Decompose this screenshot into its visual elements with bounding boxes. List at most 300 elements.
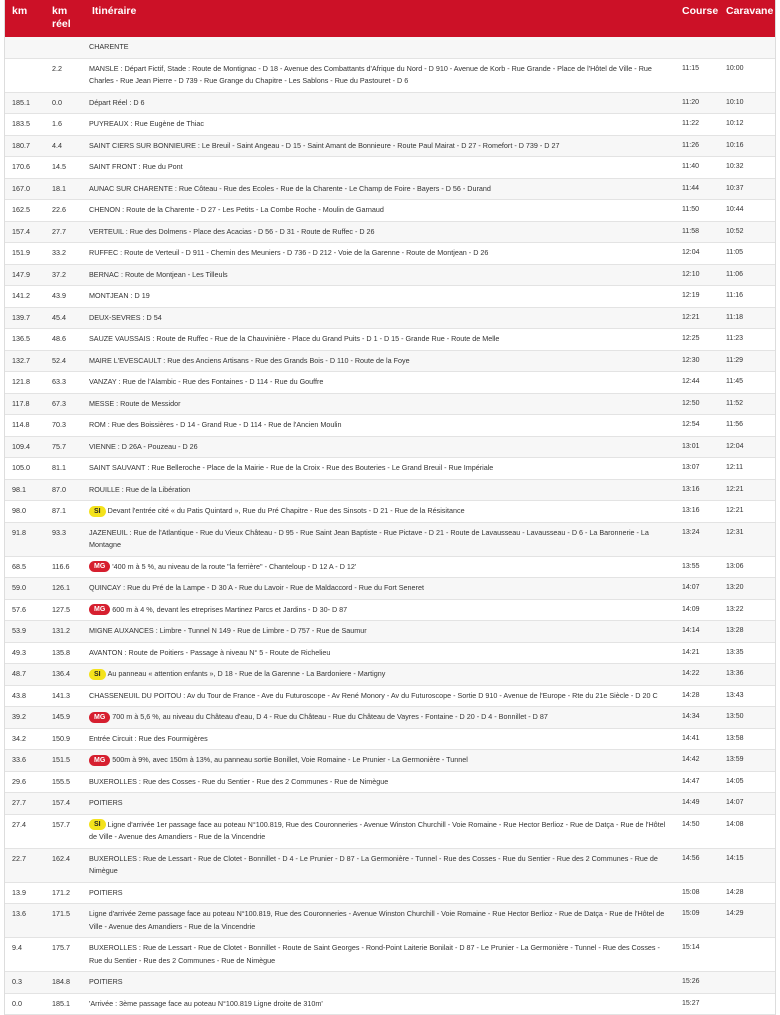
cell-km: 27.7 xyxy=(5,793,45,815)
cell-caravane-time: 14:05 xyxy=(719,771,775,793)
cell-caravane-time: 11:05 xyxy=(719,243,775,265)
route-details: Rue du Pré de la Lampe - D 30 A - Rue du Lavoir - Rue de Maldaccord - Rue du Fort Seneret xyxy=(127,583,424,592)
cell-km-reel: 48.6 xyxy=(45,329,85,351)
cell-course-time: 14:47 xyxy=(675,771,719,793)
separator: : xyxy=(118,63,125,73)
cell-caravane-time: 13:50 xyxy=(719,707,775,729)
separator: : xyxy=(116,377,123,386)
table-row xyxy=(5,458,775,480)
route-details: Rue des Fourmigères xyxy=(138,733,208,743)
route-details: D 54 xyxy=(146,312,162,322)
cell-km-reel: 0.0 xyxy=(45,92,85,114)
cell-km xyxy=(5,37,45,58)
cell-km-reel: 145.9 xyxy=(45,707,85,729)
separator: : xyxy=(119,484,126,494)
cell-km-reel: 157.7 xyxy=(45,814,85,848)
cell-course-time: 15:27 xyxy=(675,993,719,1015)
cell-km-reel: 2.2 xyxy=(45,58,85,92)
cell-caravane-time: 11:56 xyxy=(719,415,775,437)
cell-course-time: 14:56 xyxy=(675,848,719,882)
route-details: 500m à 9%, avec 150m à 13%, au panneau sortie Bonillet, Voie Romaine - Le Prunier - La Germonière - Tunnel xyxy=(112,755,468,764)
cell-itineraire xyxy=(85,157,675,179)
cell-course-time: 11:50 xyxy=(675,200,719,222)
cell-km: 170.6 xyxy=(5,157,45,179)
cell-caravane-time: 11:29 xyxy=(719,350,775,372)
cell-caravane-time: 12:31 xyxy=(719,522,775,556)
cell-km-reel: 1.6 xyxy=(45,114,85,136)
cell-itineraire xyxy=(85,393,675,415)
cell-km: 105.0 xyxy=(5,458,45,480)
cell-itineraire xyxy=(85,436,675,458)
route-details: Devant l'entrée cité « du Patis Quintard », Rue du Pré Chapitre - Rue des Sinsots - D 21 - Rue de la Résisitance xyxy=(107,506,465,515)
cell-itineraire xyxy=(85,882,675,904)
cell-km-reel: 27.7 xyxy=(45,221,85,243)
route-details: Route de Ruffec - Rue de la Chauvinière - Place du Grand Puits - D 1 - D 15 - Grande Rue - Route de Melle xyxy=(156,334,500,343)
route-details: Rue Belleroche - Place de la Mairie - Rue de la Croix - Rue des Bouteries - Le Grand Breuil - Rue Impériale xyxy=(151,463,494,472)
place-name: Départ Réel xyxy=(89,97,128,107)
cell-km-reel: 81.1 xyxy=(45,458,85,480)
table-row xyxy=(5,307,775,329)
cell-itineraire xyxy=(85,135,675,157)
si-badge: SI xyxy=(89,669,106,680)
place-name: PUYREAUX xyxy=(89,119,129,128)
cell-caravane-time: 14:28 xyxy=(719,882,775,904)
table-row xyxy=(5,157,775,179)
route-details: Ligne d'arrivée 2eme passage face au poteau N°100.819, Rue des Couronneries - Avenue Winston Churchill - Voie Romaine - Rue Hector Berlioz - Rue de Datça - Rue de l'Hôtel de Ville - Avenue des Amandiers - Rue de la Vincendrie xyxy=(89,909,665,931)
cell-km: 43.8 xyxy=(5,685,45,707)
cell-km-reel xyxy=(45,37,85,58)
place-name: JAZENEUIL xyxy=(89,527,128,537)
route-details: 600 m à 4 %, devant les etreprises Martinez Parcs et Jardins - D 30- D 87 xyxy=(112,604,348,614)
cell-km: 27.4 xyxy=(5,814,45,848)
cell-itineraire xyxy=(85,221,675,243)
table-row xyxy=(5,436,775,458)
cell-km-reel: 126.1 xyxy=(45,578,85,600)
cell-km-reel: 175.7 xyxy=(45,938,85,972)
cell-itineraire xyxy=(85,350,675,372)
cell-course-time: 14:49 xyxy=(675,793,719,815)
place-name: POITIERS xyxy=(89,887,123,897)
cell-km: 117.8 xyxy=(5,393,45,415)
cell-itineraire xyxy=(85,938,675,972)
separator: : xyxy=(127,527,134,537)
route-details: Ligne d'arrivée 1er passage face au poteau N°100.819, Rue des Couronneries - Avenue Winston Churchill - Voie Romaine - Rue Hector Berlioz - Rue de Datça - Rue de l'Hôtel de Ville - Avenue des Amandiers - Rue de la Vincendrie xyxy=(89,819,666,841)
itinerary-table-wrapper xyxy=(4,0,776,1015)
cell-itineraire xyxy=(85,578,675,600)
route-details: Route de Messidor xyxy=(120,398,181,408)
cell-caravane-time: 14:07 xyxy=(719,793,775,815)
place-name: VERTEUIL xyxy=(89,226,124,236)
cell-course-time: 12:10 xyxy=(675,264,719,286)
cell-km: 139.7 xyxy=(5,307,45,329)
cell-course-time: 11:26 xyxy=(675,135,719,157)
cell-course-time: 13:01 xyxy=(675,436,719,458)
cell-course-time: 14:07 xyxy=(675,578,719,600)
cell-course-time: 12:21 xyxy=(675,307,719,329)
route-details: Le Breuil - Saint Angeau - D 15 - Saint Amant de Bonnieure - Route Paul Mairat - D 27 - Romefort - D 739 - D 27 xyxy=(201,140,560,150)
cell-course-time: 12:44 xyxy=(675,372,719,394)
cell-course-time: 13:16 xyxy=(675,479,719,501)
cell-caravane-time xyxy=(719,938,775,972)
mg-badge: MG xyxy=(89,712,110,723)
cell-caravane-time: 13:22 xyxy=(719,599,775,621)
place-name: POITIERS xyxy=(89,977,123,986)
cell-km-reel: 18.1 xyxy=(45,178,85,200)
route-details: Rue de l'Atlantique - Rue du Vieux Château - D 95 - Rue Saint Jean Baptiste - Rue Pictave - D 21 - Route de Lavausseau - Lavausseau - D 6 - La Baronnerie - La Montagne xyxy=(89,527,649,549)
cell-itineraire xyxy=(85,621,675,643)
place-name: CHENON xyxy=(89,205,121,214)
place-name: VIENNE xyxy=(89,441,116,451)
table-row xyxy=(5,793,775,815)
route-details: Rue Eugène de Thiac xyxy=(134,119,204,128)
cell-course-time: 13:16 xyxy=(675,501,719,523)
table-row xyxy=(5,178,775,200)
cell-itineraire xyxy=(85,522,675,556)
table-row xyxy=(5,972,775,994)
cell-km-reel: 87.0 xyxy=(45,479,85,501)
cell-km: 157.4 xyxy=(5,221,45,243)
cell-caravane-time: 14:08 xyxy=(719,814,775,848)
cell-itineraire xyxy=(85,599,675,621)
header-caravane: Caravane xyxy=(719,0,775,37)
cell-caravane-time: 10:44 xyxy=(719,200,775,222)
route-details: Rue des Boissières - D 14 - Grand Rue - D 114 - Rue de l'Ancien Moulin xyxy=(111,420,342,429)
cell-itineraire xyxy=(85,685,675,707)
place-name: MONTJEAN xyxy=(89,291,129,300)
header-km: km xyxy=(5,0,45,37)
cell-km: 147.9 xyxy=(5,264,45,286)
cell-itineraire xyxy=(85,664,675,686)
cell-course-time: 12:30 xyxy=(675,350,719,372)
cell-km-reel: 52.4 xyxy=(45,350,85,372)
cell-course-time: 11:22 xyxy=(675,114,719,136)
cell-km: 91.8 xyxy=(5,522,45,556)
table-header xyxy=(5,0,775,37)
cell-itineraire xyxy=(85,178,675,200)
route-details: Rue des Cosses - Rue du Sentier - Rue des 2 Communes - Rue de Nimègue xyxy=(142,776,389,786)
route-details: D 26A - Pouzeau - D 26 xyxy=(121,441,198,451)
table-row xyxy=(5,621,775,643)
cell-course-time: 14:22 xyxy=(675,664,719,686)
table-body xyxy=(5,37,775,1015)
cell-itineraire xyxy=(85,771,675,793)
cell-caravane-time: 10:52 xyxy=(719,221,775,243)
separator: : xyxy=(122,647,129,657)
cell-itineraire xyxy=(85,993,675,1015)
cell-km: 57.6 xyxy=(5,599,45,621)
table-row xyxy=(5,848,775,882)
cell-course-time: 15:08 xyxy=(675,882,719,904)
cell-km-reel: 184.8 xyxy=(45,972,85,994)
place-name: BUXEROLLES xyxy=(89,853,137,863)
place-name: MESSE xyxy=(89,398,115,408)
table-row xyxy=(5,771,775,793)
route-details: Route de Montjean - Les Tilleuls xyxy=(124,269,228,279)
separator: : xyxy=(114,398,121,408)
table-row xyxy=(5,114,775,136)
cell-km: 34.2 xyxy=(5,728,45,750)
cell-km: 48.7 xyxy=(5,664,45,686)
cell-caravane-time: 10:10 xyxy=(719,92,775,114)
table-row xyxy=(5,37,775,58)
place-name: BUXEROLLES xyxy=(89,943,137,952)
route-details: Route de Verteuil - D 911 - Chemin des Meuniers - D 736 - D 212 - Voie de la Garenne - Route de Montjean - D 26 xyxy=(124,248,489,257)
cell-caravane-time: 13:35 xyxy=(719,642,775,664)
header-itineraire: Itinéraire xyxy=(85,0,675,37)
cell-caravane-time: 11:52 xyxy=(719,393,775,415)
cell-km-reel: 171.5 xyxy=(45,904,85,938)
si-badge: SI xyxy=(89,819,106,830)
cell-caravane-time: 10:37 xyxy=(719,178,775,200)
table-row xyxy=(5,92,775,114)
cell-km: 167.0 xyxy=(5,178,45,200)
route-details: Rue des Dolmens - Place des Acacias - D 56 - D 31 - Route de Ruffec - D 26 xyxy=(129,226,375,236)
place-name: CHASSENEUIL DU POITOU xyxy=(89,690,182,700)
cell-itineraire xyxy=(85,114,675,136)
table-row xyxy=(5,599,775,621)
cell-km-reel: 116.6 xyxy=(45,556,85,578)
cell-km: 33.6 xyxy=(5,750,45,772)
cell-course-time: 12:19 xyxy=(675,286,719,308)
cell-km-reel: 75.7 xyxy=(45,436,85,458)
cell-itineraire xyxy=(85,372,675,394)
separator: : xyxy=(153,626,160,635)
cell-km-reel: 93.3 xyxy=(45,522,85,556)
cell-course-time: 13:07 xyxy=(675,458,719,480)
place-name: SAINT SAUVANT xyxy=(89,463,146,472)
cell-caravane-time: 14:29 xyxy=(719,904,775,938)
route-details: Av du Tour de France - Ave du Futuroscope - Av René Monory - Av du Futuroscope - Sortie D 910 - Avenue de l'Europe - Rte du 21e Siècle - D 20 C xyxy=(186,690,658,700)
cell-itineraire xyxy=(85,92,675,114)
itinerary-table xyxy=(5,0,775,1015)
cell-caravane-time: 11:06 xyxy=(719,264,775,286)
place-name: DEUX-SEVRES xyxy=(89,312,141,322)
place-name: SAINT CIERS SUR BONNIEURE xyxy=(89,140,196,150)
table-row xyxy=(5,393,775,415)
cell-course-time: 11:44 xyxy=(675,178,719,200)
table-row xyxy=(5,479,775,501)
cell-itineraire xyxy=(85,415,675,437)
table-row xyxy=(5,642,775,664)
separator: : xyxy=(132,733,139,743)
cell-caravane-time xyxy=(719,972,775,994)
header-course: Course xyxy=(675,0,719,37)
place-name: SAINT FRONT xyxy=(89,162,137,171)
cell-course-time: 12:04 xyxy=(675,243,719,265)
header-km-reel: km réel xyxy=(45,0,85,37)
table-row xyxy=(5,664,775,686)
cell-km: 13.6 xyxy=(5,904,45,938)
table-row xyxy=(5,221,775,243)
cell-km-reel: 87.1 xyxy=(45,501,85,523)
place-name: BERNAC xyxy=(89,269,119,279)
cell-caravane-time: 13:58 xyxy=(719,728,775,750)
separator: : xyxy=(140,312,147,322)
table-row xyxy=(5,814,775,848)
route-details: Rue de Lessart - Rue de Clotet - Bonnillet - Route de Saint Georges - Rond-Point Laiterie Bonilait - D 87 - Le Prunier - La Germonière - Tunnel - Rue des Cosses - Rue du Sentier - Rue des 2 Communes - Rue de Nimègue xyxy=(89,943,660,965)
cell-km: 109.4 xyxy=(5,436,45,458)
cell-km xyxy=(5,58,45,92)
cell-km-reel: 141.3 xyxy=(45,685,85,707)
cell-km: 162.5 xyxy=(5,200,45,222)
cell-course-time: 14:50 xyxy=(675,814,719,848)
separator: : xyxy=(128,291,135,300)
cell-km-reel: 151.5 xyxy=(45,750,85,772)
route-details: Rue de Lessart - Rue de Clotet - Bonnillet - D 4 - Le Prunier - D 87 - La Germonière - Tunnel - Rue des Cosses - Rue du Sentier - Rue des 2 Communes - Rue de Nimègue xyxy=(89,853,658,875)
cell-course-time: 11:20 xyxy=(675,92,719,114)
cell-km: 53.9 xyxy=(5,621,45,643)
cell-km-reel: 157.4 xyxy=(45,793,85,815)
cell-itineraire xyxy=(85,58,675,92)
cell-itineraire xyxy=(85,458,675,480)
table-row xyxy=(5,58,775,92)
separator: : xyxy=(136,943,143,952)
place-name: MAIRE L'EVESCAULT xyxy=(89,355,162,365)
place-name: SAUZE VAUSSAIS xyxy=(89,334,151,343)
cell-caravane-time: 12:11 xyxy=(719,458,775,480)
cell-km: 183.5 xyxy=(5,114,45,136)
cell-km: 49.3 xyxy=(5,642,45,664)
separator: : xyxy=(136,776,143,786)
cell-km: 121.8 xyxy=(5,372,45,394)
cell-itineraire xyxy=(85,264,675,286)
separator: : xyxy=(120,205,127,214)
cell-km: 0.3 xyxy=(5,972,45,994)
cell-km: 9.4 xyxy=(5,938,45,972)
cell-km-reel: 33.2 xyxy=(45,243,85,265)
cell-caravane-time: 13:43 xyxy=(719,685,775,707)
separator: : xyxy=(136,853,143,863)
cell-km-reel: 162.4 xyxy=(45,848,85,882)
cell-itineraire xyxy=(85,556,675,578)
separator: : xyxy=(161,355,168,365)
cell-km: 141.2 xyxy=(5,286,45,308)
table-row xyxy=(5,556,775,578)
route-details: D 19 xyxy=(134,291,150,300)
place-name: MANSLE xyxy=(89,63,119,73)
cell-caravane-time xyxy=(719,37,775,58)
cell-itineraire xyxy=(85,972,675,994)
cell-km-reel: 136.4 xyxy=(45,664,85,686)
cell-km: 151.9 xyxy=(5,243,45,265)
cell-itineraire xyxy=(85,728,675,750)
table-row xyxy=(5,728,775,750)
table-row xyxy=(5,135,775,157)
cell-km-reel: 135.8 xyxy=(45,642,85,664)
cell-caravane-time: 13:59 xyxy=(719,750,775,772)
table-row xyxy=(5,882,775,904)
separator: : xyxy=(105,420,112,429)
cell-caravane-time: 12:21 xyxy=(719,501,775,523)
cell-caravane-time: 10:16 xyxy=(719,135,775,157)
place-name: ROUILLE xyxy=(89,484,120,494)
table-row xyxy=(5,578,775,600)
cell-km-reel: 14.5 xyxy=(45,157,85,179)
cell-course-time: 12:25 xyxy=(675,329,719,351)
cell-km: 22.7 xyxy=(5,848,45,882)
cell-km: 59.0 xyxy=(5,578,45,600)
place-name: VANZAY xyxy=(89,377,117,386)
cell-caravane-time: 13:06 xyxy=(719,556,775,578)
place-name: POITIERS xyxy=(89,798,123,807)
cell-itineraire xyxy=(85,707,675,729)
cell-km-reel: 67.3 xyxy=(45,393,85,415)
cell-km-reel: 45.4 xyxy=(45,307,85,329)
cell-km-reel: 70.3 xyxy=(45,415,85,437)
cell-course-time: 13:24 xyxy=(675,522,719,556)
route-details: Au panneau « attention enfants », D 18 - Rue de la Garenne - La Bardoniere - Martigny xyxy=(107,669,386,678)
si-badge: SI xyxy=(89,506,106,517)
table-row xyxy=(5,993,775,1015)
table-row xyxy=(5,329,775,351)
cell-itineraire xyxy=(85,642,675,664)
cell-itineraire xyxy=(85,329,675,351)
cell-km-reel: 131.2 xyxy=(45,621,85,643)
route-details: 'Arrivée : 3ème passage face au poteau N°100.819 Ligne droite de 310m' xyxy=(89,998,323,1008)
separator: : xyxy=(118,248,125,257)
cell-km-reel: 22.6 xyxy=(45,200,85,222)
place-name: QUINCAY xyxy=(89,583,122,592)
separator: : xyxy=(118,269,125,279)
table-row xyxy=(5,350,775,372)
cell-km-reel: 155.5 xyxy=(45,771,85,793)
separator: : xyxy=(127,97,134,107)
cell-km: 136.5 xyxy=(5,329,45,351)
route-details: Départ Fictif, Stade : Route de Montignac - D 18 - Avenue des Combattants d'Afrique du Nord - D 910 - Avenue de Korb - Rue Grande - Place de l'Hôtel de Ville - Rue Charles - Rue Jean Pierre - D 739 - Rue Grange du Chapitre - Les Sablons - Rue du Pastouret - D 6 xyxy=(89,63,652,85)
route-details: Rue de la Libération xyxy=(125,484,191,494)
route-details: Route de Poitiers - Passage à niveau N° 5 - Route de Richelieu xyxy=(128,647,331,657)
cell-caravane-time: 11:23 xyxy=(719,329,775,351)
cell-itineraire xyxy=(85,814,675,848)
place-name: MIGNE AUXANCES xyxy=(89,626,154,635)
cell-itineraire xyxy=(85,243,675,265)
cell-km: 114.8 xyxy=(5,415,45,437)
cell-course-time: 12:54 xyxy=(675,415,719,437)
place-name: AVANTON xyxy=(89,647,123,657)
cell-itineraire xyxy=(85,501,675,523)
separator: : xyxy=(128,119,135,128)
cell-itineraire xyxy=(85,848,675,882)
cell-course-time: 14:09 xyxy=(675,599,719,621)
cell-course-time: 15:14 xyxy=(675,938,719,972)
table-row xyxy=(5,750,775,772)
cell-km-reel: 4.4 xyxy=(45,135,85,157)
separator: : xyxy=(123,226,130,236)
cell-km: 39.2 xyxy=(5,707,45,729)
cell-course-time: 14:41 xyxy=(675,728,719,750)
cell-caravane-time: 13:28 xyxy=(719,621,775,643)
cell-km: 132.7 xyxy=(5,350,45,372)
route-details: 700 m à 5,6 %, au niveau du Château d'eau, D 4 - Rue du Château - Rue du Château de Vayres - Fontaine - D 20 - D 4 - Bonnillet - D 87 xyxy=(112,712,548,721)
cell-caravane-time: 13:36 xyxy=(719,664,775,686)
route-details: Limbre - Tunnel N 149 - Rue de Limbre - D 757 - Rue de Saumur xyxy=(159,626,367,635)
cell-km: 98.1 xyxy=(5,479,45,501)
cell-km: 68.5 xyxy=(5,556,45,578)
cell-course-time: 13:55 xyxy=(675,556,719,578)
separator: : xyxy=(181,690,187,700)
cell-caravane-time: 10:00 xyxy=(719,58,775,92)
separator: : xyxy=(172,183,179,193)
cell-itineraire xyxy=(85,750,675,772)
cell-km: 13.9 xyxy=(5,882,45,904)
table-row xyxy=(5,685,775,707)
route-details: Rue du Pont xyxy=(142,162,183,171)
route-details: Route de la Charente - D 27 - Les Petits - La Combe Roche - Moulin de Garnaud xyxy=(126,205,384,214)
cell-caravane-time xyxy=(719,993,775,1015)
cell-caravane-time: 11:18 xyxy=(719,307,775,329)
mg-badge: MG xyxy=(89,604,110,615)
cell-itineraire xyxy=(85,904,675,938)
